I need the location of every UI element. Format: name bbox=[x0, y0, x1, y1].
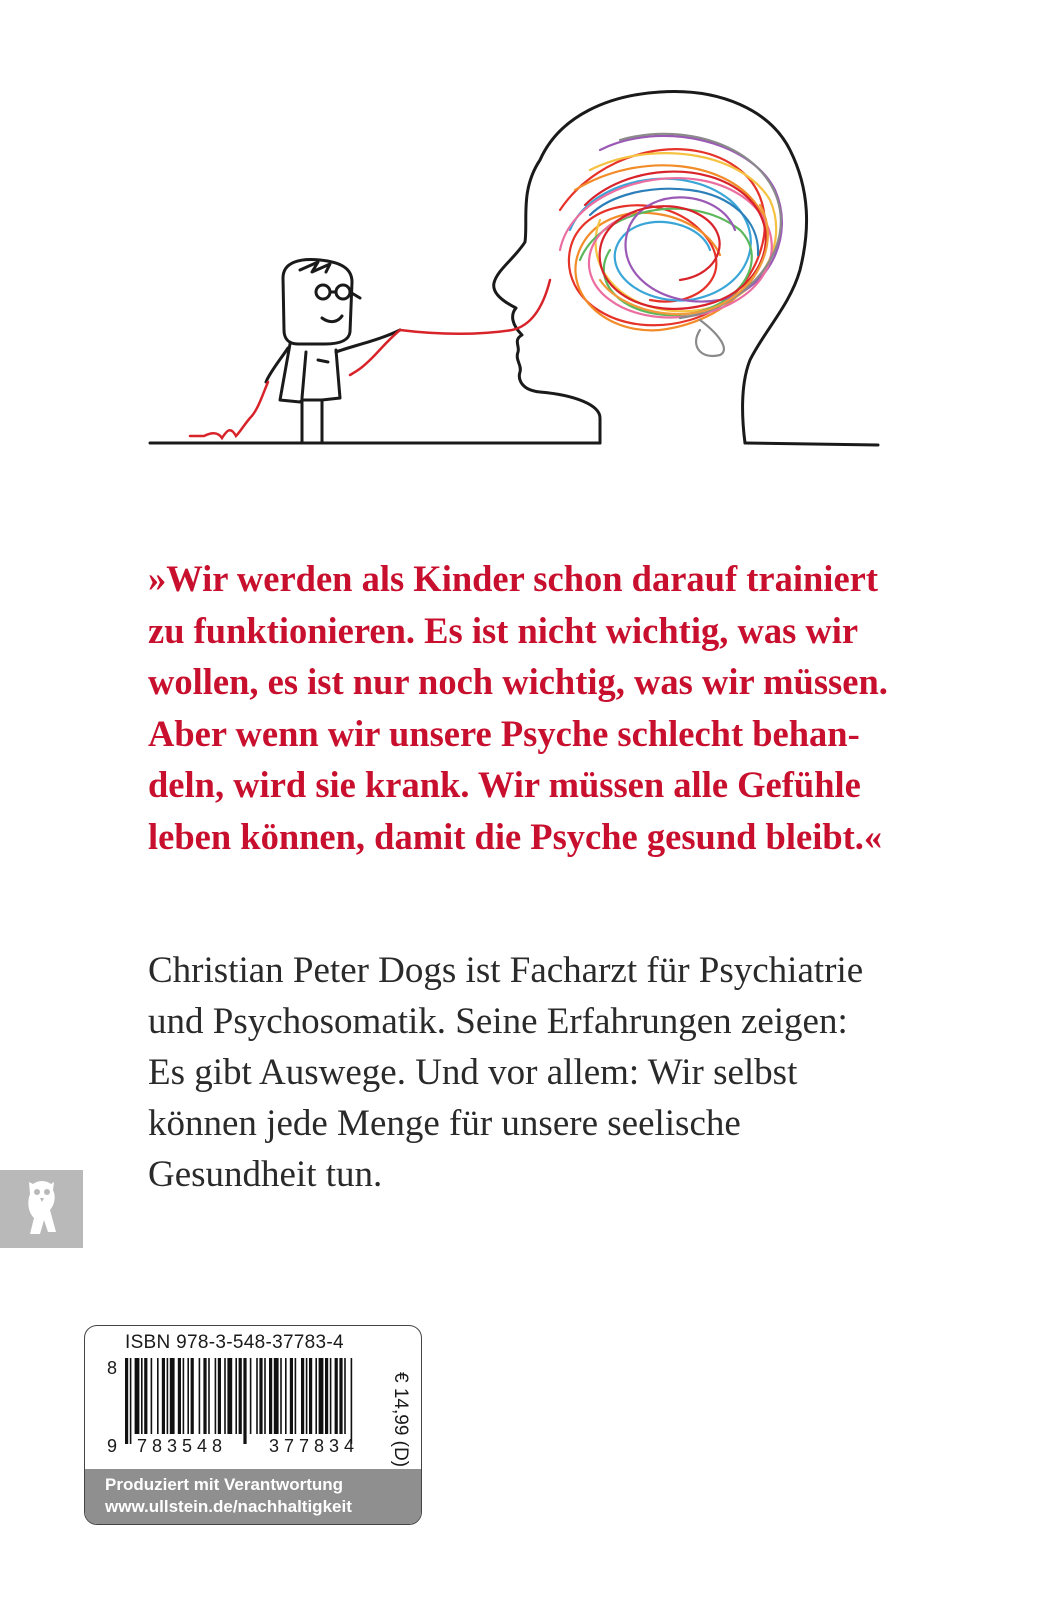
footer-line-1: Produziert mit Verantwortung bbox=[105, 1475, 344, 1494]
barcode-bar bbox=[309, 1358, 312, 1434]
barcode-bar bbox=[235, 1358, 237, 1434]
barcode-bar bbox=[141, 1358, 143, 1434]
barcode-digits-left: 783548 bbox=[137, 1436, 228, 1456]
barcode-bar bbox=[239, 1358, 242, 1434]
barcode-bar bbox=[330, 1358, 332, 1434]
barcode-bar bbox=[135, 1358, 140, 1434]
barcode-bar bbox=[208, 1358, 210, 1434]
quote-line: leben können, damit die Psyche gesund bleibt.« bbox=[148, 815, 883, 857]
owl-logo-icon bbox=[0, 1170, 83, 1248]
barcode-bar bbox=[274, 1358, 279, 1434]
isbn-text: ISBN 978-3-548-37783-4 bbox=[125, 1332, 344, 1353]
barcode-bar bbox=[144, 1358, 147, 1434]
barcode-bar bbox=[125, 1358, 128, 1444]
barcode-bar bbox=[224, 1358, 226, 1434]
barcode-lead-digit: 9 bbox=[107, 1436, 118, 1456]
barcode-bar bbox=[167, 1358, 169, 1434]
barcode-bar bbox=[269, 1358, 272, 1434]
barcode-bar bbox=[335, 1358, 338, 1434]
barcode-bar bbox=[130, 1358, 132, 1444]
quote-line: zu funktionieren. Es ist nicht wichtig, was wir bbox=[148, 609, 859, 651]
barcode-bar bbox=[315, 1358, 317, 1434]
blurb-line: Es gibt Auswege. Und vor allem: Wir selbst bbox=[148, 1052, 798, 1093]
barcode-bar bbox=[339, 1358, 342, 1434]
barcode-bar bbox=[351, 1358, 353, 1444]
barcode-bar bbox=[162, 1358, 165, 1434]
barcode-bar bbox=[285, 1358, 287, 1434]
doctor-coat bbox=[280, 344, 340, 402]
barcode-bar bbox=[191, 1358, 194, 1434]
barcode-box bbox=[84, 1325, 422, 1525]
barcode-bar bbox=[157, 1358, 159, 1434]
ground-line bbox=[150, 443, 878, 445]
quote-text bbox=[148, 553, 928, 862]
barcode-bar bbox=[227, 1358, 232, 1434]
quote-line: Aber wenn wir unsere Psyche schlecht behan- bbox=[148, 712, 860, 754]
barcode-lead-digit: 8 bbox=[107, 1358, 118, 1378]
quote-line: »Wir werden als Kinder schon darauf trainiert bbox=[148, 558, 878, 599]
doctor-head bbox=[283, 260, 352, 344]
barcode-bar bbox=[344, 1358, 346, 1434]
footer-line-2: www.ullstein.de/nachhaltigkeit bbox=[105, 1497, 352, 1516]
barcode-bar bbox=[187, 1358, 189, 1434]
barcode-bar bbox=[280, 1358, 282, 1434]
blurb-line: und Psychosomatik. Seine Erfahrungen zeigen: bbox=[148, 1001, 848, 1042]
barcode-digits-right: 377834 bbox=[269, 1436, 360, 1456]
barcode-bar bbox=[215, 1358, 217, 1434]
quote-line: wollen, es ist nur noch wichtig, was wir müssen. bbox=[148, 661, 888, 702]
barcode-bar bbox=[178, 1358, 181, 1434]
barcode-bar bbox=[151, 1358, 153, 1434]
barcode-bar bbox=[199, 1358, 201, 1434]
quote-line: deln, wird sie krank. Wir müssen alle Gefühle bbox=[148, 764, 861, 805]
price-label: € 14,99 (D) bbox=[390, 1372, 411, 1468]
tangled-brain-scribble bbox=[560, 134, 782, 356]
barcode-bar bbox=[325, 1358, 328, 1434]
red-thread bbox=[190, 280, 550, 438]
doctor-untangling-mind-illustration bbox=[0, 0, 1038, 480]
barcode-bar bbox=[264, 1358, 266, 1434]
barcode-bar bbox=[243, 1358, 246, 1444]
blurb-line: Gesundheit tun. bbox=[148, 1154, 383, 1195]
barcode-bar bbox=[250, 1358, 252, 1434]
barcode-bar bbox=[259, 1358, 262, 1434]
blurb-line: können jede Menge für unsere seelische bbox=[148, 1103, 741, 1144]
barcode-bar bbox=[290, 1358, 293, 1434]
barcode-bar bbox=[203, 1358, 206, 1434]
barcode-bar bbox=[183, 1358, 185, 1434]
barcode-bar bbox=[319, 1358, 324, 1434]
barcode-bar bbox=[295, 1358, 297, 1434]
barcode-bar bbox=[306, 1358, 308, 1434]
barcode-bar bbox=[301, 1358, 304, 1434]
author-blurb bbox=[148, 945, 948, 1200]
sustainability-footer bbox=[85, 1469, 421, 1524]
blurb-line: Christian Peter Dogs ist Facharzt für Psychiatrie bbox=[148, 950, 864, 991]
barcode-bar bbox=[170, 1358, 175, 1434]
barcode-bar bbox=[218, 1358, 221, 1434]
barcode-bar bbox=[256, 1358, 258, 1434]
